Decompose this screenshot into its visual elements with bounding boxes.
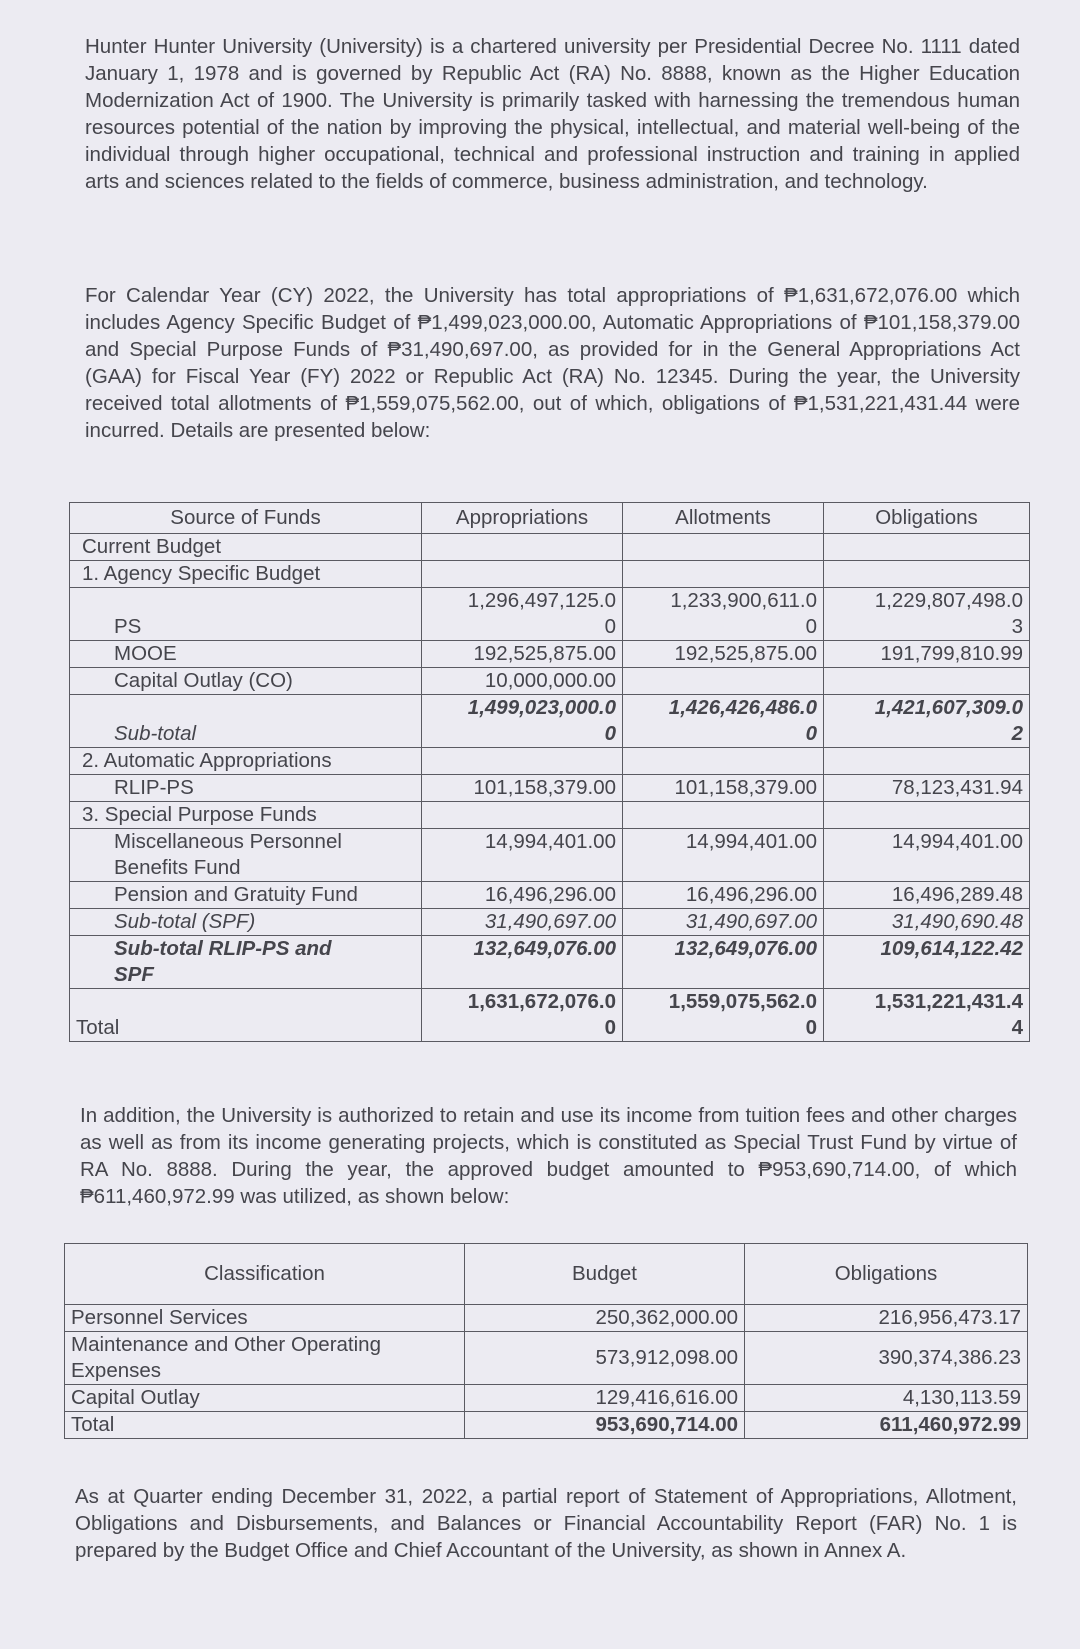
cell-value: 31,490,697.00 [422,909,623,936]
row-label: Capital Outlay [65,1385,465,1412]
cell-value: 250,362,000.00 [465,1305,745,1332]
cell-value: 1,233,900,611.0 0 [623,588,824,641]
row-label: Total [70,989,422,1042]
cell-value: 1,499,023,000.0 0 [422,695,623,748]
cell-value: 1,559,075,562.0 0 [623,989,824,1042]
header-obligations: Obligations [824,503,1030,534]
table-header-row [70,503,1030,534]
table-row [70,588,1030,641]
cell-value: 1,531,221,431.4 4 [824,989,1030,1042]
cell-value: 31,490,697.00 [623,909,824,936]
cell-value: 109,614,122.42 [824,936,1030,989]
header-appropriations: Appropriations [422,503,623,534]
cell-value: 132,649,076.00 [422,936,623,989]
table-row [70,775,1030,802]
cell-value: 390,374,386.23 [745,1332,1028,1385]
table-row [70,668,1030,695]
table-row [70,909,1030,936]
cell-value: 4,130,113.59 [745,1385,1028,1412]
table-header-row [65,1244,1028,1305]
table-row [70,882,1030,909]
table-total-row [70,989,1030,1042]
far-report-paragraph: As at Quarter ending December 31, 2022, a partial report of Statement of Appropriations, Allotment, Obligations and Disbursements, and Balances or Financial Accountability Report (FAR) No. 1 is prepared by the Budget Office and Chief Accountant of the University, as shown in Annex A. [75,1485,1017,1562]
row-label: Personnel Services [65,1305,465,1332]
cell-value: 78,123,431.94 [824,775,1030,802]
cell-value: 192,525,875.00 [623,641,824,668]
row-label: Pension and Gratuity Fund [70,882,422,909]
table-row [70,802,1030,829]
sources-of-funds-table [69,502,1030,1042]
table-row [65,1332,1028,1385]
row-label: Miscellaneous Personnel Benefits Fund [70,829,422,882]
cell-value: 216,956,473.17 [745,1305,1028,1332]
header-classification: Classification [65,1244,465,1305]
cell-value: 1,229,807,498.0 3 [824,588,1030,641]
cell-value [824,668,1030,695]
row-label: Sub-total RLIP-PS and SPF [70,936,422,989]
cell-value: 1,421,607,309.0 2 [824,695,1030,748]
table-row [70,748,1030,775]
row-label: Sub-total [70,695,422,748]
header-budget: Budget [465,1244,745,1305]
cell-value: 192,525,875.00 [422,641,623,668]
row-label: RLIP-PS [70,775,422,802]
cell-value: 16,496,296.00 [422,882,623,909]
row-label: 1. Agency Specific Budget [70,561,422,588]
cell-value: 16,496,296.00 [623,882,824,909]
table-row [70,641,1030,668]
cell-value: 14,994,401.00 [422,829,623,882]
cell-value: 953,690,714.00 [465,1412,745,1439]
intro-paragraph: Hunter Hunter University (University) is a chartered university per Presidential Decree No. 1111 dated January 1, 1978 and is governed by Republic Act (RA) No. 8888, known as the Higher Education Modernization Act of 1900. The University is primarily tasked with harnessing the tremendous human resources potential of the nation by improving the physical, intellectual, and material well-being of the individual through higher occupational, technical and professional instruction and training in applied arts and sciences related to the fields of commerce, business administration, and technology. [85,35,1020,193]
cell-value: 129,416,616.00 [465,1385,745,1412]
table-row [70,695,1030,748]
cell-value: 16,496,289.48 [824,882,1030,909]
cell-value: 1,296,497,125.0 0 [422,588,623,641]
cell-value: 611,460,972.99 [745,1412,1028,1439]
header-obligations: Obligations [745,1244,1028,1305]
row-label: MOOE [70,641,422,668]
cell-value: 1,426,426,486.0 0 [623,695,824,748]
row-label: Current Budget [70,534,422,561]
row-label: 3. Special Purpose Funds [70,802,422,829]
row-label: Sub-total (SPF) [70,909,422,936]
cell-value: 573,912,098.00 [465,1332,745,1385]
row-label: Total [65,1412,465,1439]
row-label: 2. Automatic Appropriations [70,748,422,775]
cell-value: 14,994,401.00 [623,829,824,882]
row-label: Maintenance and Other Operating Expenses [65,1332,465,1385]
cell-value: 101,158,379.00 [623,775,824,802]
header-source: Source of Funds [70,503,422,534]
special-trust-fund-paragraph: In addition, the University is authorized to retain and use its income from tuition fees and other charges as well as from its income generating projects, which is constituted as Special Trust Fund by virtue of RA No. 8888. During the year, the approved budget amounted to ₱953,690,714.00, of which ₱611,460,972.99 was utilized, as shown below: [80,1104,1017,1208]
cell-value: 101,158,379.00 [422,775,623,802]
table-row [70,561,1030,588]
table-total-row [65,1412,1028,1439]
header-allotments: Allotments [623,503,824,534]
cell-value: 1,631,672,076.0 0 [422,989,623,1042]
table-row [70,936,1030,989]
special-trust-fund-table [64,1243,1028,1439]
cell-value: 10,000,000.00 [422,668,623,695]
row-label: PS [70,588,422,641]
table-row [70,829,1030,882]
cell-value: 132,649,076.00 [623,936,824,989]
cell-value: 14,994,401.00 [824,829,1030,882]
cell-value: 31,490,690.48 [824,909,1030,936]
table-row [70,534,1030,561]
cell-value: 191,799,810.99 [824,641,1030,668]
table-row [65,1305,1028,1332]
appropriations-paragraph: For Calendar Year (CY) 2022, the University has total appropriations of ₱1,631,672,076.00 which includes Agency Specific Budget of ₱1,499,023,000.00, Automatic Appropriations of ₱101,158,379.00 and Special Purpose Funds of ₱31,490,697.00, as provided for in the General Appropriations Act (GAA) for Fiscal Year (FY) 2022 or Republic Act (RA) No. 12345. During the year, the University received total allotments of ₱1,559,075,562.00, out of which, obligations of ₱1,531,221,431.44 were incurred. Details are presented below: [85,284,1020,442]
cell-value [623,668,824,695]
table-row [65,1385,1028,1412]
row-label: Capital Outlay (CO) [70,668,422,695]
